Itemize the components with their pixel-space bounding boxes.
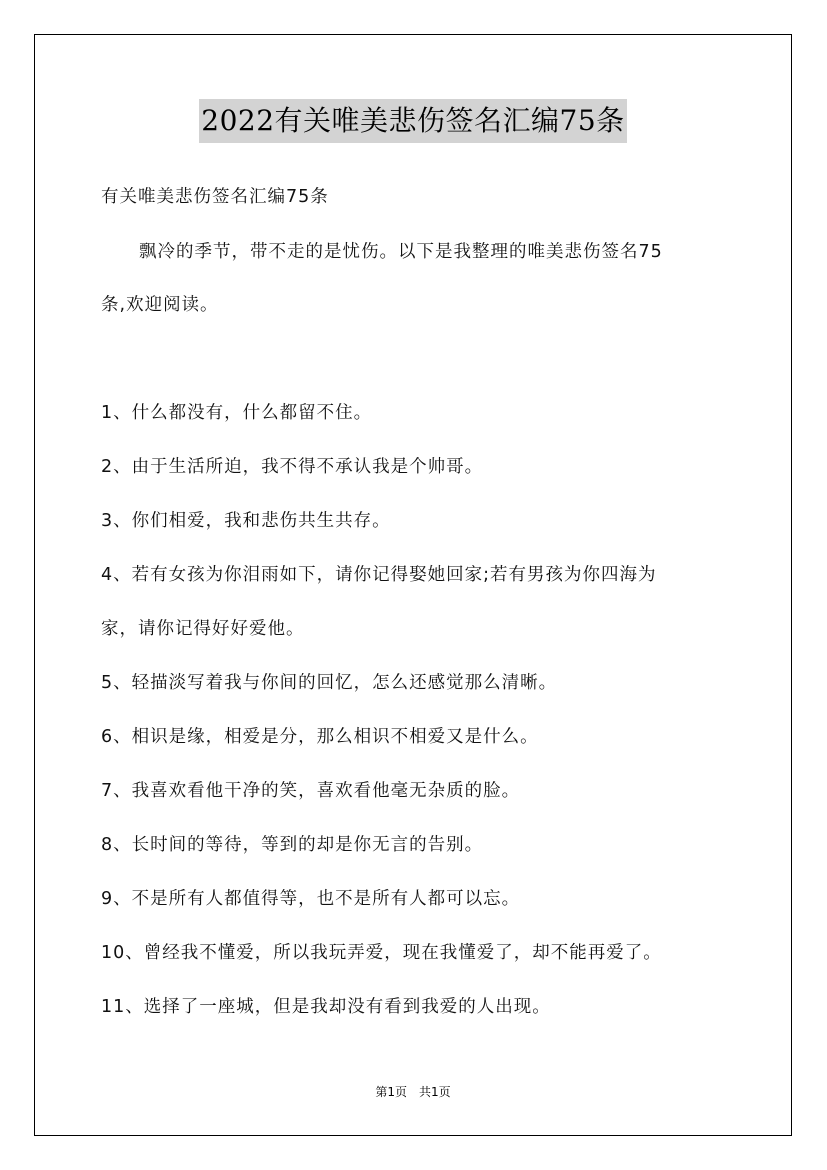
- list-item: 9、不是所有人都值得等，也不是所有人都可以忘。: [101, 889, 521, 909]
- list-item: 4、若有女孩为你泪雨如下，请你记得娶她回家;若有男孩为你四海为: [101, 565, 657, 585]
- list-item: 10、曾经我不懂爱，所以我玩弄爱，现在我懂爱了，却不能再爱了。: [101, 943, 662, 963]
- page-footer: 第1页 共1页: [375, 1085, 451, 1099]
- list-item: 8、长时间的等待，等到的却是你无言的告别。: [101, 835, 484, 855]
- list-item: 2、由于生活所迫，我不得不承认我是个帅哥。: [101, 457, 484, 477]
- list-item: 7、我喜欢看他干净的笑，喜欢看他毫无杂质的脸。: [101, 781, 521, 801]
- list-item: 1、什么都没有，什么都留不住。: [101, 403, 373, 423]
- title-container: [35, 99, 791, 143]
- list-item: 5、轻描淡写着我与你间的回忆，怎么还感觉那么清晰。: [101, 673, 558, 693]
- list-item: 11、选择了一座城，但是我却没有看到我爱的人出现。: [101, 997, 551, 1017]
- intro-paragraph-line-2: 条,欢迎阅读。: [101, 295, 219, 315]
- list-item: 3、你们相爱，我和悲伤共生共存。: [101, 511, 391, 531]
- list-item: 6、相识是缘，相爱是分，那么相识不相爱又是什么。: [101, 727, 539, 747]
- document-title: 2022有关唯美悲伤签名汇编75条: [199, 99, 626, 143]
- list-item: 家，请你记得好好爱他。: [101, 619, 305, 639]
- document-subtitle: 有关唯美悲伤签名汇编75条: [101, 187, 329, 207]
- document-page: [34, 34, 792, 1136]
- intro-paragraph-line-1: 飘冷的季节，带不走的是忧伤。以下是我整理的唯美悲伤签名75: [139, 242, 663, 262]
